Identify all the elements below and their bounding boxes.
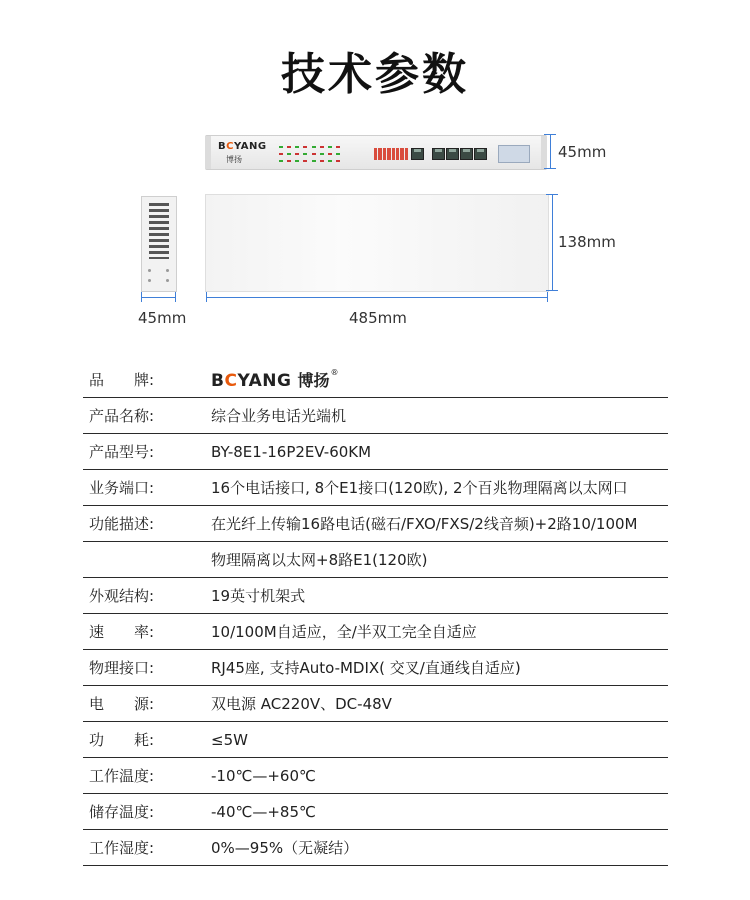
device-label-plate [498,145,530,163]
screw-hole [166,279,169,282]
spec-key: 功能描述: [83,506,211,542]
dim-line-height [550,134,551,169]
spec-key: 功 耗: [83,722,211,758]
dim-tick [546,194,558,195]
status-leds [279,146,341,164]
spec-value: RJ45座, 支持Auto-MDIX( 交叉/直通线自适应) [211,650,668,686]
spec-key: 外观结构: [83,578,211,614]
spec-key: 储存温度: [83,794,211,830]
spec-value: ≤5W [211,722,668,758]
table-row [83,470,668,506]
dip-switch [374,148,408,160]
spec-value: 10/100M自适应，全/半双工完全自适应 [211,614,668,650]
brand-value [211,362,668,398]
dim-height-label: 45mm [558,143,607,161]
spec-value: -40℃—+85℃ [211,794,668,830]
table-row [83,722,668,758]
spec-value: 在光纤上传输16路电话(磁石/FXO/FXS/2线音频)+2路10/100M [211,506,668,542]
brand-cn: 博扬 [297,371,330,390]
spec-value: 0%—95%（无凝结） [211,830,668,866]
spec-key: 工作湿度: [83,830,211,866]
spec-table [83,362,668,866]
device-logo-cn: 博扬 [226,155,242,164]
device-top-view [205,194,549,292]
spec-value: 16个电话接口, 8个E1接口(120欧), 2个百兆物理隔离以太网口 [211,470,668,506]
ethernet-port-icon [432,148,445,160]
table-row [83,506,668,542]
console-port-icon [411,148,424,160]
dim-line-side [141,297,176,298]
table-row [83,830,668,866]
spec-key: 业务端口: [83,470,211,506]
spec-key: 速 率: [83,614,211,650]
spec-value: 19英寸机架式 [211,578,668,614]
vent-grille [149,203,169,259]
registered-mark: ® [330,368,339,377]
rack-ear-left [205,136,211,169]
dim-width-label: 485mm [349,309,407,327]
dim-tick [544,168,556,169]
dim-depth-label: 138mm [558,233,616,251]
device-logo: BCYANG [218,141,267,152]
spec-value: 综合业务电话光端机 [211,398,668,434]
ethernet-port-icon [446,148,459,160]
page-title: 技术参数 [281,49,469,100]
dim-tick [544,134,556,135]
spec-key [83,542,211,578]
device-side-view [141,196,177,292]
screw-hole [148,269,151,272]
dim-tick [141,292,142,302]
table-row [83,434,668,470]
ethernet-port-icon [474,148,487,160]
spec-key: 电 源: [83,686,211,722]
table-row [83,614,668,650]
table-row [83,542,668,578]
dim-line-depth [552,194,553,291]
spec-value: -10℃—+60℃ [211,758,668,794]
table-row [83,794,668,830]
dim-tick [546,290,558,291]
spec-key: 物理接口: [83,650,211,686]
dim-tick [206,292,207,302]
spec-key: 工作温度: [83,758,211,794]
spec-key: 产品名称: [83,398,211,434]
dim-tick [547,292,548,302]
table-row [83,578,668,614]
spec-key: 产品型号: [83,434,211,470]
brand-logo: BCYANG [211,371,292,391]
spec-value: 双电源 AC220V、DC-48V [211,686,668,722]
table-row [83,398,668,434]
screw-hole [166,269,169,272]
spec-value: BY-8E1-16P2EV-60KM [211,434,668,470]
screw-hole [148,279,151,282]
table-row [83,362,668,398]
dim-tick [175,292,176,302]
spec-key: 品 牌: [83,362,211,398]
dim-line-width [206,297,548,298]
device-front-panel [205,135,547,170]
table-row [83,650,668,686]
rack-ear-right [541,136,547,169]
table-row [83,686,668,722]
ethernet-port-icon [460,148,473,160]
table-row [83,758,668,794]
dim-side-width-label: 45mm [138,309,187,327]
spec-value: 物理隔离以太网+8路E1(120欧) [211,542,668,578]
